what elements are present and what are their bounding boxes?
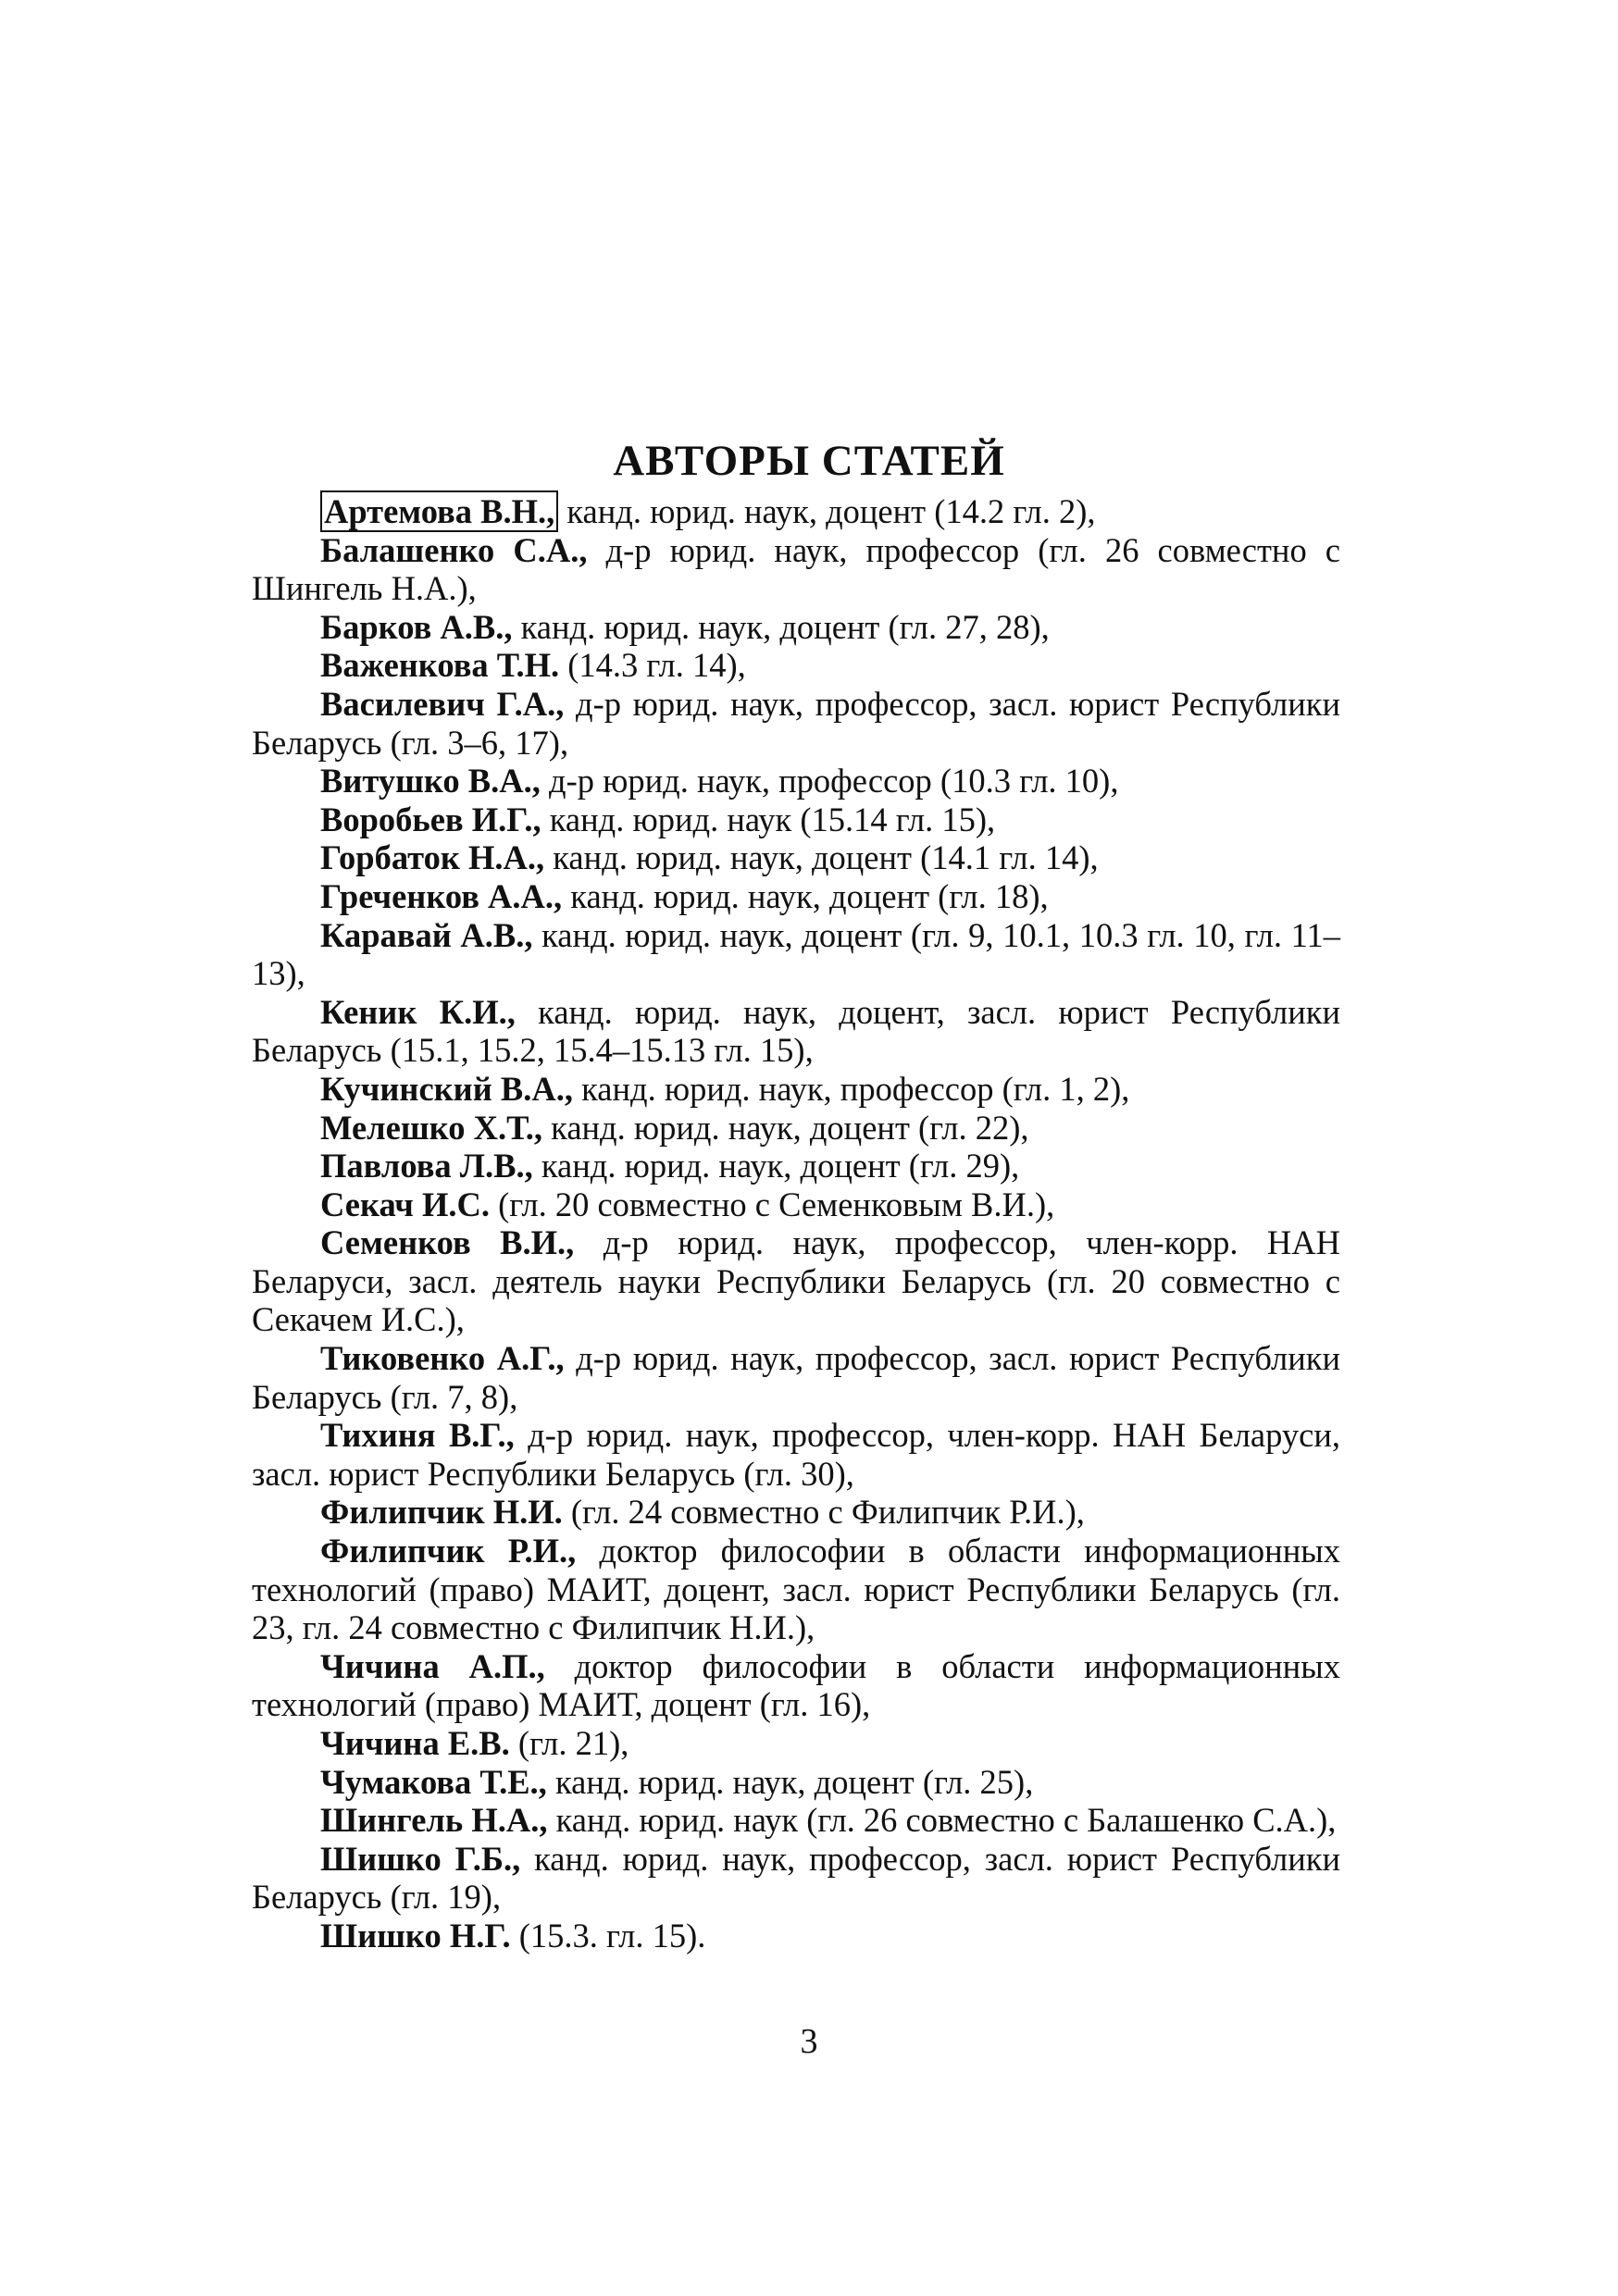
author-entry [252,1647,1340,1724]
author-name: Каравай А.В., [320,915,533,954]
author-name: Витушко В.А., [320,762,541,800]
author-entry [252,1185,1340,1224]
author-name: Кеник К.И., [320,992,516,1031]
author-entry [252,608,1340,647]
author-name: Тихиня В.Г., [320,1416,515,1455]
author-name: Филипчик Р.И., [320,1532,577,1570]
author-details: канд. юрид. наук, доцент (гл. 9, 10.1, 10.3 гл. 10, гл. 11–13), [252,915,1340,993]
author-entry [252,492,1340,531]
author-name: Мелешко Х.Т., [320,1108,543,1147]
author-entry [252,916,1340,993]
author-details: (14.3 гл. 14), [559,646,746,685]
author-details: канд. юрид. наук (гл. 26 совместно с Балашенко С.А.), [547,1801,1337,1840]
author-entry [252,646,1340,685]
author-name: Кучинский В.А., [320,1069,573,1108]
author-details: д-р юрид. наук, профессор (10.3 гл. 10), [540,762,1119,800]
page-number: 3 [800,2022,818,2061]
author-name: Василевич Г.А., [320,684,565,723]
author-name: Горбаток Н.А., [320,838,545,877]
author-details: д-р юрид. наук, профессор (гл. 26 совместно с Шингель Н.А.), [252,530,1340,608]
author-details: д-р юрид. наук, профессор, засл. юрист Республики Беларусь (гл. 7, 8), [252,1339,1341,1416]
author-entry [252,1917,1340,1955]
author-name: Шишко Н.Г. [320,1916,511,1955]
author-name: Барков А.В., [320,607,513,646]
author-name: Филипчик Н.И. [320,1493,563,1532]
author-entry [252,1840,1340,1917]
author-entry [252,800,1340,839]
author-name: Семенков В.И., [320,1223,575,1262]
author-details: канд. юрид. наук (15.14 гл. 15), [541,800,996,838]
author-entry [252,1493,1340,1532]
author-entry [252,993,1340,1070]
author-entry [252,1763,1340,1802]
author-details: (гл. 24 совместно с Филипчик Р.И.), [562,1493,1085,1532]
author-entry [252,1801,1340,1840]
author-details: д-р юрид. наук, профессор, засл. юрист Республики Беларусь (гл. 3–6, 17), [252,684,1341,762]
author-entry [252,1070,1340,1109]
author-name: Секач И.С. [320,1185,490,1223]
author-name: Балашенко С.А., [320,530,588,569]
author-details: доктор философии в области информационных технологий (право) МАИТ, доцент, засл. юрист Республики Беларусь (гл. 23, гл. 24 совместно с Филипчик Н.И.), [252,1532,1341,1647]
author-name: Важенкова Т.Н. [320,646,560,685]
author-details: канд. юрид. наук, доцент (гл. 22), [542,1108,1029,1147]
author-name: Чичина Е.В. [320,1724,510,1762]
author-entry [252,1416,1340,1493]
author-entry [252,685,1340,762]
author-entry [252,1147,1340,1185]
author-name: Шингель Н.А., [320,1801,548,1840]
author-entry [252,1339,1340,1416]
author-details: д-р юрид. наук, профессор, член-корр. НАН Беларуси, засл. деятель науки Республики Беларусь (гл. 20 совместно с Секачем И.С.), [252,1223,1340,1339]
author-name: Воробьев И.Г., [320,800,541,838]
author-details: канд. юрид. наук, доцент (гл. 18), [562,876,1049,915]
author-details: д-р юрид. наук, профессор, член-корр. НАН Беларуси, засл. юрист Республики Беларусь (гл. 30), [252,1416,1340,1493]
author-entry [252,1223,1340,1339]
author-details: канд. юрид. наук, доцент, засл. юрист Республики Беларусь (15.1, 15.2, 15.4–15.13 гл. 15), [252,992,1340,1070]
author-details: канд. юрид. наук, доцент (14.1 гл. 14), [544,838,1099,877]
author-entry [252,762,1340,800]
author-details: канд. юрид. наук, профессор (гл. 1, 2), [572,1069,1130,1108]
author-entry [252,1109,1340,1148]
author-entry [252,531,1340,608]
author-name-highlighted: Артемова В.Н., [320,490,558,532]
authors-list [252,492,1340,1955]
author-details: канд. юрид. наук, доцент (гл. 27, 28), [512,607,1050,646]
author-entry [252,877,1340,916]
author-details: доктор философии в области информационных технологий (право) МАИТ, доцент (гл. 16), [252,1646,1340,1724]
author-details: (гл. 20 совместно с Семенковым В.И.), [489,1185,1055,1223]
author-details: канд. юрид. наук, доцент (14.2 гл. 2), [558,492,1096,530]
page-title: АВТОРЫ СТАТЕЙ [613,437,1005,486]
author-details: (гл. 21), [509,1724,629,1762]
author-entry [252,1532,1340,1647]
author-details: канд. юрид. наук, доцент (гл. 25), [546,1762,1034,1801]
author-name: Чичина А.П., [320,1646,545,1685]
author-name: Шишко Г.Б., [320,1839,521,1878]
author-entry [252,1724,1340,1763]
author-name: Греченков А.А., [320,876,563,915]
author-entry [252,838,1340,877]
author-details: канд. юрид. наук, доцент (гл. 29), [532,1147,1020,1185]
author-details: канд. юрид. наук, профессор, засл. юрист Республики Беларусь (гл. 19), [252,1839,1340,1917]
author-details: (15.3. гл. 15). [510,1916,706,1955]
author-name: Тиковенко А.Г., [320,1339,565,1378]
author-name: Павлова Л.В., [320,1147,533,1185]
author-name: Чумакова Т.Е., [320,1762,547,1801]
